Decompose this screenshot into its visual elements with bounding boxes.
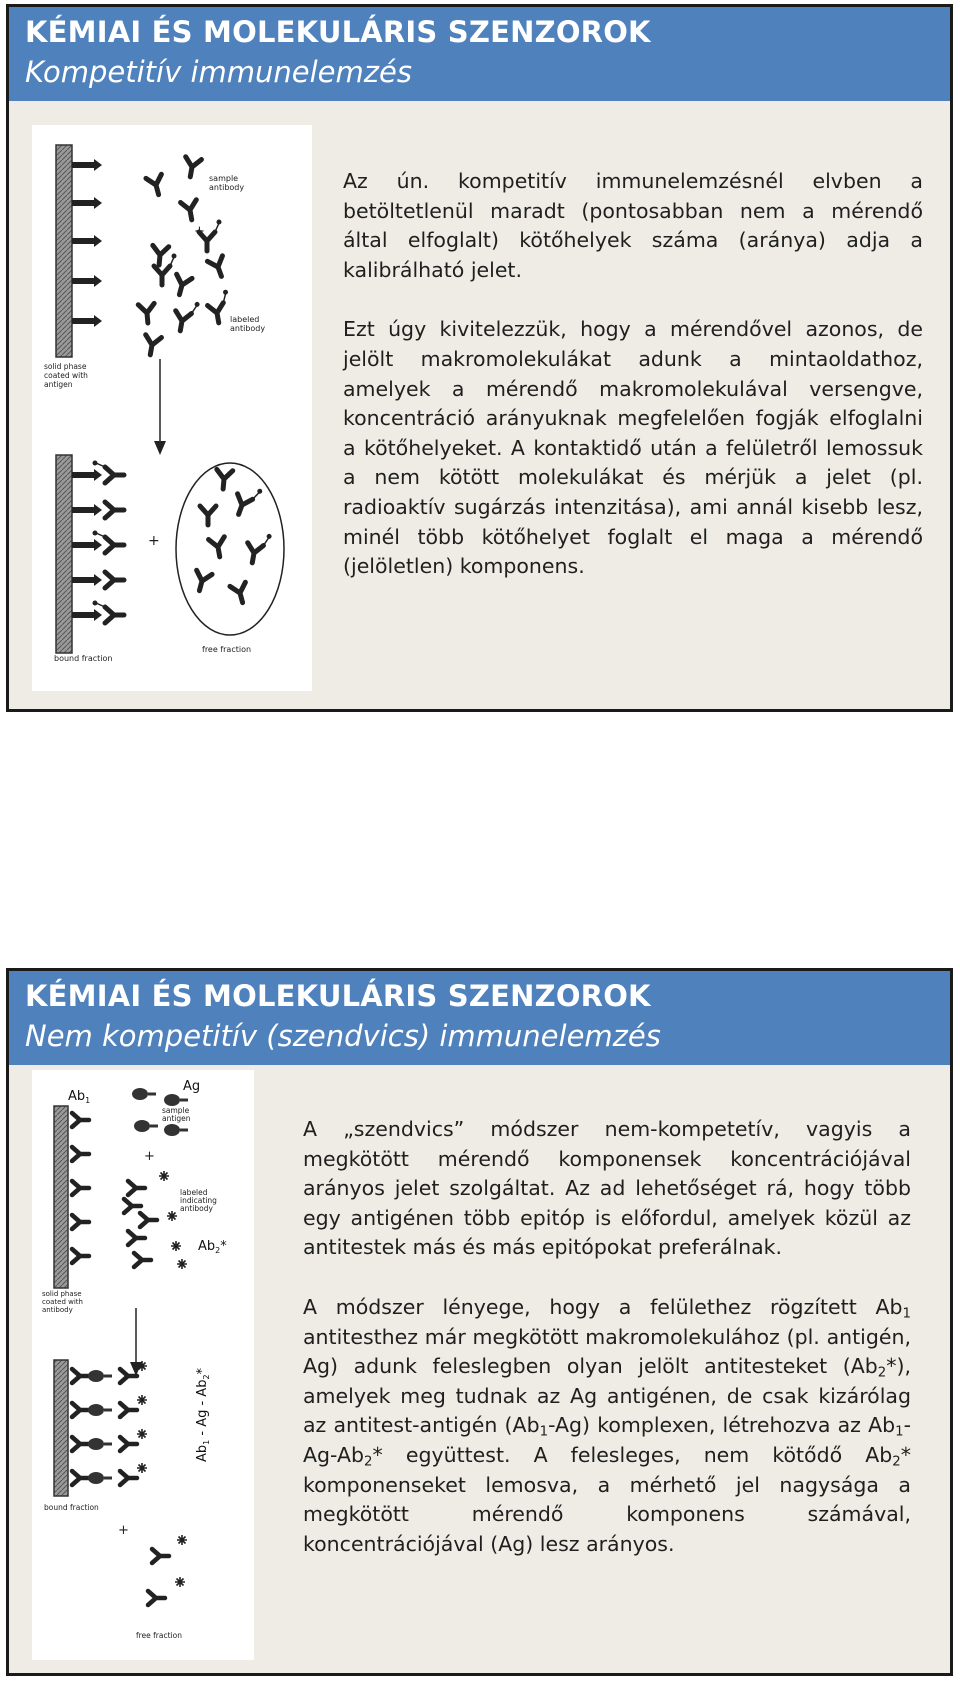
sandwich-assay-figure [32, 1070, 254, 1660]
sample-label-1: sample [162, 1106, 190, 1115]
plus-sign-bottom: + [118, 1523, 129, 1538]
slide-title: KÉMIAI ÉS MOLEKULÁRIS SZENZOROK [25, 979, 651, 1013]
sample-label-2: antigen [162, 1114, 191, 1123]
ag-label: Ag [183, 1079, 201, 1094]
plus-sign-mid: + [148, 533, 160, 549]
slide1-paragraph-2: Ezt úgy kivitelezzük, hogy a mérendővel azonos, de jelölt makromolekulákat adunk a mintaoldathoz, amelyek a mérendő makromolekulával versengve, koncentráció arányuknak megfelelően fogják elfoglalni a kötőhelyeket. A kontaktidő után a felületről lemossuk a nem kötött molekulákat és mérjük a jelet (pl. radioaktív sugárzás intenzitása), ami annál kisebb lesz, minél több kötőhelyet foglalt el maga a mérendő (jelöletlen) komponens. [343, 317, 923, 579]
slide1-body-text [343, 167, 923, 612]
slide1-paragraph-1: Az ún. kompetitív immunelemzésnél elvben a betöltetlenül maradt (pontosabban nem a mérendő által elfoglalt) kötőhelyek száma (aránya) adja a kalibrálható jelet. [343, 169, 923, 282]
slide-title: KÉMIAI ÉS MOLEKULÁRIS SZENZOROK [25, 15, 651, 49]
sample-label-2: antibody [209, 183, 245, 192]
labeled-label-3: antibody [180, 1204, 213, 1213]
labeled-label-1: labeled [180, 1188, 208, 1197]
free-fraction-label: free fraction [202, 645, 252, 654]
solid-phase-top [56, 145, 72, 357]
ab2-label: $Ab_2*$ [198, 1239, 227, 1255]
bound-fraction-label: bound fraction [54, 654, 113, 663]
labeled-label-2: antibody [230, 324, 266, 333]
labeled-label-2: indicating [180, 1196, 217, 1205]
solid-phase-label-1: solid phase [42, 1290, 82, 1298]
sample-label-1: sample [209, 174, 239, 183]
slide-header [9, 7, 950, 101]
solid-phase-label-2: coated with [42, 1298, 83, 1306]
slide2-body-text [303, 1115, 911, 1589]
solid-phase-label-3: antigen [44, 380, 73, 389]
slide-subtitle: Kompetitív immunelemzés [25, 55, 412, 89]
slide2-paragraph-2: A módszer lényege, hogy a felülethez rögzített $Ab_1$ antitesthez már megkötött makromolekulához (pl. antigén, Ag) adunk feleslegben olyan jelölt antitesteket $(Ab_2*)$, amelyek meg tudnak az Ag antigénen, de csak kizárólag az antitest-antigén $(Ab_1-Ag)$ komplexen, létrehozva az $Ab_1-Ag-Ab_2*$ együttest. A felesleges, nem kötődő $Ab_2*$ komponenseket lemosva, a mérhető jel nagysága a megkötött mérendő komponens számával, koncentrációjával (Ag) lesz arányos. [303, 1294, 911, 1556]
labeled-label-1: labeled [230, 315, 260, 324]
slide-sandwich-immunoassay [6, 968, 953, 1676]
slide-competitive-immunoassay [6, 4, 953, 712]
solid-phase-bottom [54, 1360, 68, 1496]
solid-phase-label-1: solid phase [44, 362, 87, 371]
solid-phase-bottom [56, 455, 72, 653]
competitive-assay-figure [32, 125, 312, 691]
free-fraction-label: free fraction [136, 1631, 182, 1640]
solid-phase-label-3: antibody [42, 1306, 73, 1314]
free-fraction-ellipse [176, 463, 284, 635]
slide-header [9, 971, 950, 1065]
plus-sign-top: + [194, 224, 205, 239]
ab1-label: $Ab_1$ [68, 1089, 91, 1105]
complex-label: $Ab_1$ - Ag - $Ab_2*$ [195, 1367, 211, 1462]
solid-phase-top [54, 1106, 68, 1288]
plus-sign-top: + [144, 1149, 155, 1164]
slide-subtitle: Nem kompetitív (szendvics) immunelemzés [25, 1019, 661, 1053]
slide2-paragraph-1: A „szendvics” módszer nem-kompetetív, vagyis a megkötött mérendő komponensek koncentrációjával arányos jelet szolgáltat. Az ad lehetőséget rá, hogy több egy antigénen több epitóp is előfordul, amelyek közül az antitestek más és más epitópokat preferálnak. [303, 1117, 911, 1260]
solid-phase-label-2: coated with [44, 371, 88, 380]
bound-fraction-label: bound fraction [44, 1503, 99, 1512]
